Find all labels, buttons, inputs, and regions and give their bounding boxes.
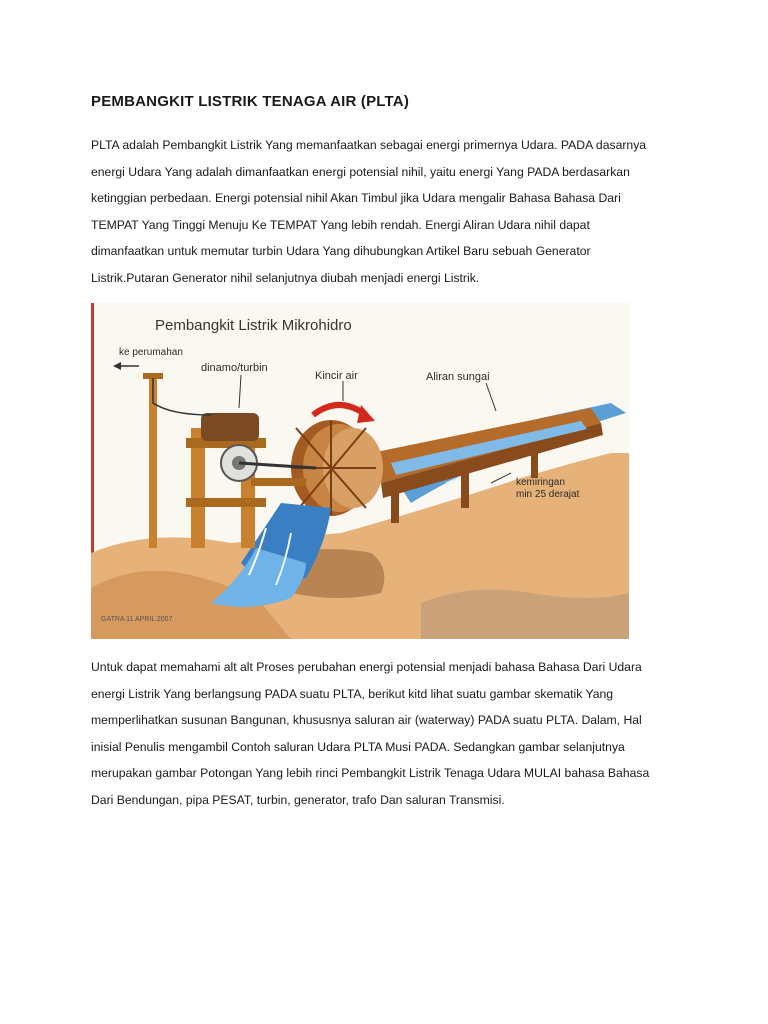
label-dinamo-turbin: dinamo/turbin xyxy=(201,362,268,374)
paragraph-line: PLTA adalah Pembangkit Listrik Yang memanfaatkan sebagai energi primernya Udara. PADA dasarnya xyxy=(91,138,647,152)
paragraph-line: Untuk dapat memahami alt alt Proses perubahan energi potensial menjadi bahasa Bahasa Dari Udara xyxy=(91,660,642,674)
rotation-arrow xyxy=(313,405,366,415)
frame-beam xyxy=(186,498,266,507)
frame-beam xyxy=(251,478,306,486)
power-cable xyxy=(153,378,211,415)
figure-title: Pembangkit Listrik Mikrohidro xyxy=(155,317,352,334)
label-aliran-sungai: Aliran sungai xyxy=(426,371,490,383)
flume-post xyxy=(461,468,469,508)
label-leader xyxy=(239,375,241,408)
paragraph-line: Dari Bendungan, pipa PESAT, turbin, generator, trafo Dan saluran Transmisi. xyxy=(91,792,505,807)
intro-paragraph xyxy=(91,132,671,291)
paragraph-line: ketinggian perbedaan. Energi potensial nihil Akan Timbul jika Udara mengalir Bahasa Bahasa Dari xyxy=(91,191,621,205)
document-title: PEMBANGKIT LISTRIK TENAGA AIR (PLTA) xyxy=(91,93,410,110)
paragraph-line: memperlihatkan susunan Bangunan, khususnya saluran air (waterway) PADA suatu PLTA. Dalam, Hal xyxy=(91,713,642,727)
flume-post xyxy=(391,488,399,523)
label-ke-perumahan: ke perumahan xyxy=(119,347,183,358)
label-leader xyxy=(486,383,496,411)
output-arrowhead xyxy=(113,362,121,370)
paragraph-line: energi Udara Yang adalah dimanfaatkan energi potensial nihil, yaitu energi Yang PADA berdasarkan xyxy=(91,164,630,179)
label-min-derajat: min 25 derajat xyxy=(516,489,580,500)
explanation-paragraph xyxy=(91,654,671,813)
paragraph-line: TEMPAT Yang Tinggi Menuju Ke TEMPAT Yang lebih rendah. Energi Aliran Udara nihil dapat xyxy=(91,217,590,232)
dynamo-body xyxy=(201,413,259,441)
label-leader xyxy=(491,473,511,483)
label-kincir-air: Kincir air xyxy=(315,370,358,382)
paragraph-line: energi Listrik Yang berlangsung PADA suatu PLTA, berikut kitd lihat suatu gambar skematik Yang xyxy=(91,686,614,701)
paragraph-line: merupakan gambar Potongan Yang lebih rinci Pembangkit Listrik Tenaga Udara MULAI bahasa Bahasa xyxy=(91,766,650,780)
flume-post xyxy=(531,448,538,478)
label-kemiringan: kemiringan xyxy=(516,477,565,488)
paragraph-line: inisial Penulis mengambil Contoh saluran Udara PLTA Musi PADA. Sedangkan gambar selanjutnya xyxy=(91,739,625,754)
microhydro-illustration xyxy=(91,303,629,639)
paragraph-line: Listrik.Putaran Generator nihil selanjutnya diubah menjadi energi Listrik. xyxy=(91,270,480,285)
paragraph-line: dimanfaatkan untuk memutar turbin Udara Yang dihubungkan Artikel Baru sebuah Generator xyxy=(91,244,591,258)
figure-credit: GATRA 11 APRIL 2007 xyxy=(101,616,173,623)
